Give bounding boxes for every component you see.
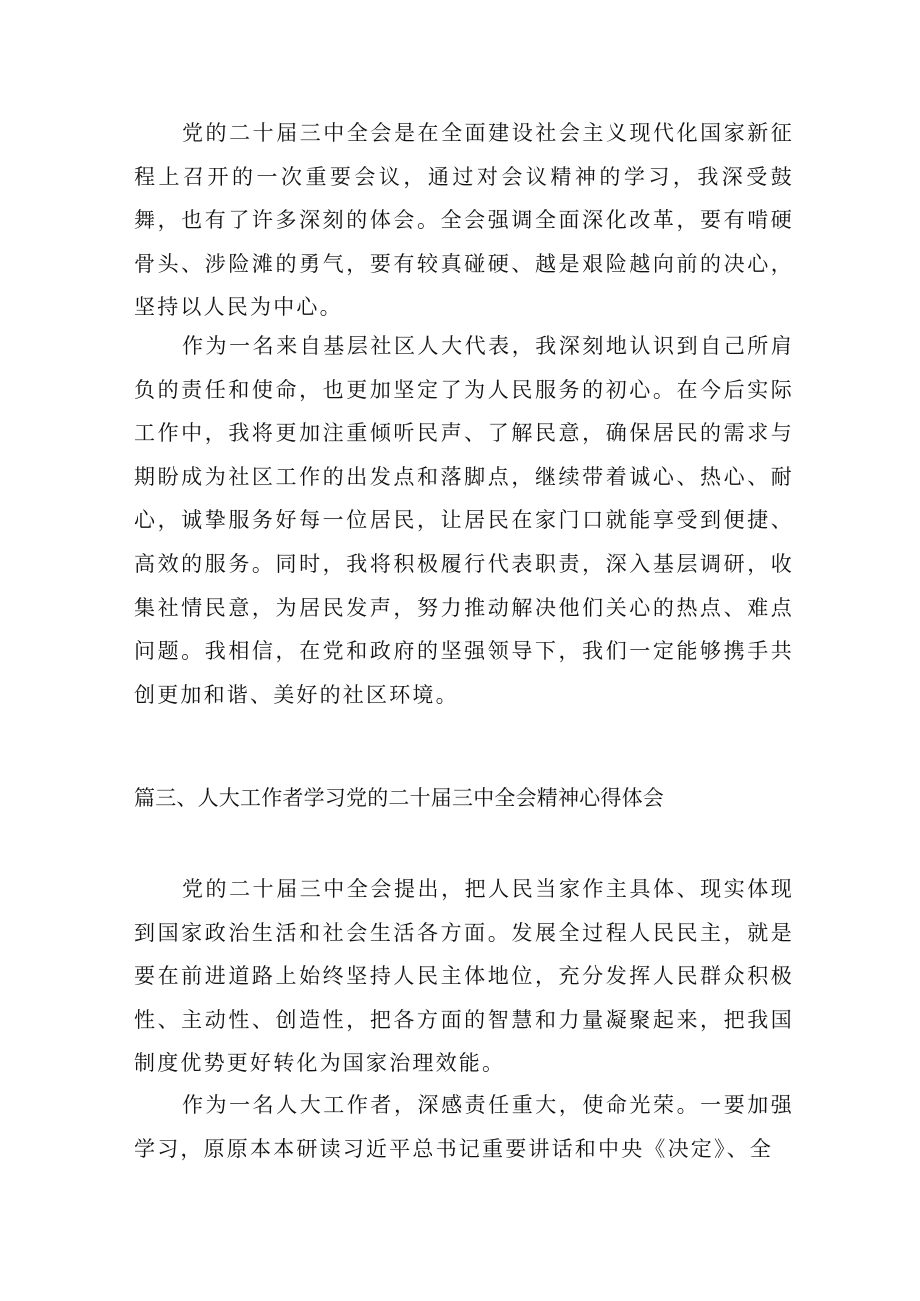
body-paragraph: 作为一名来自基层社区人大代表，我深刻地认识到自己所肩负的责任和使命，也更加坚定了为人民服务的初心。在今后实际工作中，我将更加注重倾听民声、了解民意，确保居民的需求与期盼成为社区工作的出发点和落脚点，继续带着诚心、热心、耐心，诚挚服务好每一位居民，让居民在家门口就能享受到便捷、高效的服务。同时，我将积极履行代表职责，深入基层调研，收集社情民意，为居民发声，努力推动解决他们关心的热点、难点问题。我相信，在党和政府的坚强领导下，我们一定能够携手共创更加和谐、美好的社区环境。 bbox=[134, 334, 794, 707]
body-paragraph: 党的二十届三中全会提出，把人民当家作主具体、现实体现到国家政治生活和社会生活各方面。发展全过程人民民主，就是要在前进道路上始终坚持人民主体地位，充分发挥人民群众积极性、主动性、创造性，把各方面的智慧和力量凝聚起来，把我国制度优势更好转化为国家治理效能。 bbox=[134, 877, 794, 1076]
body-paragraph: 党的二十届三中全会是在全面建设社会主义现代化国家新征程上召开的一次重要会议，通过对会议精神的学习，我深受鼓舞，也有了许多深刻的体会。全会强调全面深化改革，要有啃硬骨头、涉险滩的勇气，要有较真碰硬、越是艰险越向前的决心，坚持以人民为中心。 bbox=[134, 121, 794, 320]
section-heading: 篇三、人大工作者学习党的二十届三中全会精神心得体会 bbox=[134, 786, 664, 810]
body-paragraph: 作为一名人大工作者，深感责任重大，使命光荣。一要加强学习，原原本本研读习近平总书记重要讲话和中央《决定》、全 bbox=[134, 1093, 794, 1161]
